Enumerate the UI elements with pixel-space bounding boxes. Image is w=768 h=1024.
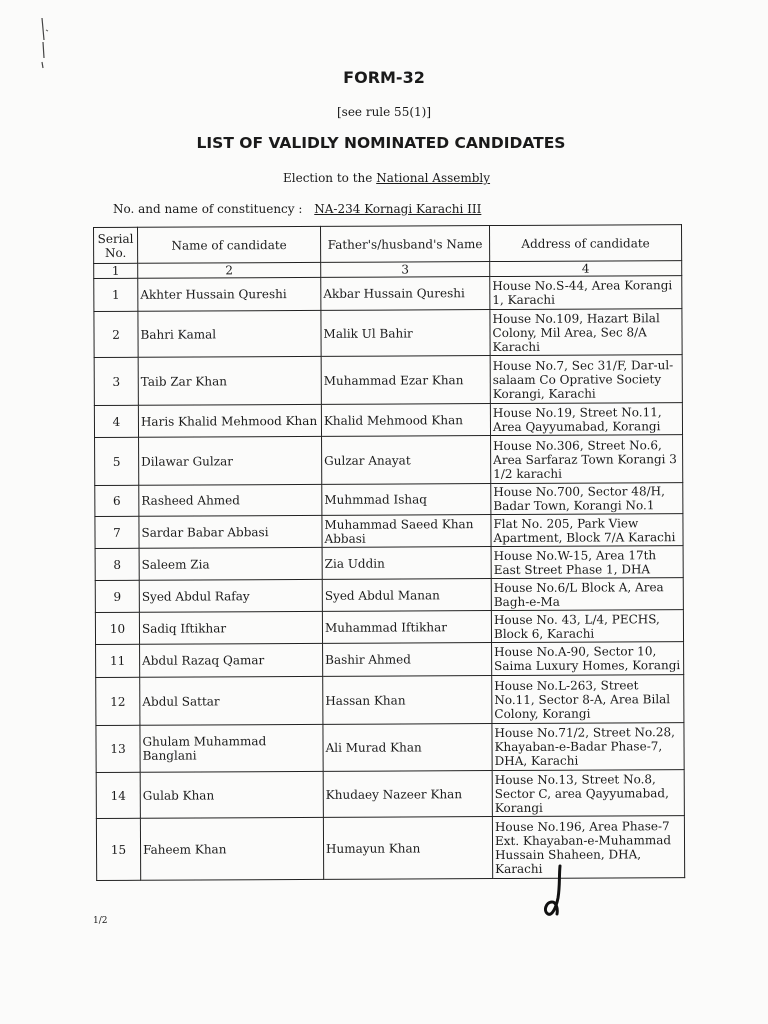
table-row	[94, 355, 682, 406]
candidate-name-cell: Gulab Khan	[140, 771, 323, 818]
address-cell: House No.109, Hazart Bilal Colony, Mil Area, Sec 8/A Karachi	[490, 309, 682, 356]
constituency-label: No. and name of constituency :	[113, 202, 303, 216]
father-name-cell: Khalid Mehmood Khan	[321, 404, 490, 437]
election-body: National Assembly	[376, 171, 491, 185]
address-cell: House No.13, Street No.8, Sector C, area Qayyumabad, Korangi	[492, 770, 684, 817]
table-row	[95, 483, 683, 517]
table-row	[96, 770, 684, 819]
table-row	[95, 610, 683, 645]
table-row	[95, 546, 683, 581]
candidate-name-cell: Sadiq Iftikhar	[139, 611, 322, 644]
candidate-name-cell: Sardar Babar Abbasi	[139, 515, 322, 548]
column-number: 4	[490, 261, 682, 277]
candidate-name-cell: Ghulam Muhammad Banglani	[140, 724, 323, 772]
header-address: Address of candidate	[489, 225, 681, 262]
candidate-name-cell: Bahri Kamal	[138, 310, 321, 357]
table-row	[96, 816, 684, 881]
serial-cell: 3	[94, 357, 138, 405]
table-row	[96, 723, 684, 773]
handwritten-signature-icon	[540, 864, 570, 920]
candidate-name-cell: Abdul Sattar	[140, 676, 323, 725]
address-cell: House No.7, Sec 31/F, Dar-ul-salaam Co Oprative Society Korangi, Karachi	[490, 355, 682, 404]
serial-cell: 12	[96, 677, 140, 725]
header-serial: Serial No.	[94, 227, 138, 263]
table-row	[95, 578, 683, 613]
candidate-name-cell: Taib Zar Khan	[138, 356, 321, 405]
serial-cell: 9	[95, 580, 139, 612]
address-cell: House No.71/2, Street No.28, Khayaban-e-Badar Phase-7, DHA, Karachi	[492, 723, 684, 771]
table-row	[94, 403, 682, 438]
candidates-table	[93, 224, 685, 881]
serial-cell: 14	[96, 772, 140, 818]
serial-cell: 7	[95, 516, 139, 548]
father-name-cell: Khudaey Nazeer Khan	[323, 771, 492, 818]
candidate-name-cell: Abdul Razaq Qamar	[140, 643, 323, 677]
header-father: Father's/husband's Name	[320, 226, 489, 263]
father-name-cell: Muhammad Iftikhar	[322, 611, 491, 644]
header-name: Name of candidate	[138, 226, 321, 263]
table-row	[94, 276, 682, 312]
column-number: 3	[321, 262, 490, 278]
candidate-name-cell: Akhter Hussain Qureshi	[138, 277, 321, 311]
table-row	[94, 309, 682, 358]
rule-reference: [see rule 55(1)]	[336, 105, 432, 119]
address-cell: House No.A-90, Sector 10, Saima Luxury Homes, Korangi	[492, 642, 684, 676]
address-cell: House No.L-263, Street No.11, Sector 8-A, Area Bilal Colony, Korangi	[492, 675, 684, 724]
serial-cell: 15	[96, 818, 140, 880]
document-heading: LIST OF VALIDLY NOMINATED CANDIDATES	[196, 134, 566, 152]
serial-cell: 8	[95, 548, 139, 580]
father-name-cell: Muhammad Ezar Khan	[321, 356, 490, 405]
serial-cell: 1	[94, 278, 138, 311]
address-cell: Flat No. 205, Park View Apartment, Block 7/A Karachi	[491, 514, 683, 547]
address-cell: House No.196, Area Phase-7 Ext. Khayaban-e-Muhammad Hussain Shaheen, DHA, Karachi	[492, 816, 684, 879]
constituency-line	[113, 202, 481, 216]
election-prefix: Election to the	[283, 171, 373, 185]
father-name-cell: Ali Murad Khan	[323, 724, 492, 772]
margin-pen-mark-icon	[38, 18, 50, 70]
father-name-cell: Muhammad Saeed Khan Abbasi	[322, 515, 491, 548]
candidate-name-cell: Rasheed Ahmed	[139, 484, 322, 516]
table-row	[96, 642, 684, 678]
father-name-cell: Gulzar Anayat	[322, 436, 491, 485]
address-cell: House No.700, Sector 48/H, Badar Town, Korangi No.1	[491, 483, 683, 515]
column-number: 1	[94, 263, 138, 278]
table-row	[96, 675, 684, 726]
father-name-cell: Muhmmad Ishaq	[322, 484, 491, 516]
address-cell: House No.W-15, Area 17th East Street Phase 1, DHA	[491, 546, 683, 579]
father-name-cell: Bashir Ahmed	[323, 643, 492, 677]
candidate-name-cell: Dilawar Gulzar	[139, 436, 322, 485]
serial-cell: 13	[96, 725, 140, 772]
address-cell: House No.306, Street No.6, Area Sarfaraz Town Korangi 3 1/2 karachi	[491, 435, 683, 484]
constituency-value: NA-234 Kornagi Karachi III	[314, 202, 482, 216]
serial-cell: 6	[95, 485, 139, 516]
serial-cell: 11	[96, 644, 140, 677]
address-cell: House No.S-44, Area Korangi 1, Karachi	[490, 276, 682, 310]
form-number: FORM-32	[343, 68, 425, 87]
father-name-cell: Zia Uddin	[322, 547, 491, 580]
serial-cell: 10	[95, 612, 139, 644]
candidate-name-cell: Haris Khalid Mehmood Khan	[138, 404, 321, 437]
page-number: 1/2	[93, 916, 108, 926]
candidate-name-cell: Syed Abdul Rafay	[139, 579, 322, 612]
serial-cell: 5	[95, 437, 139, 485]
serial-cell: 4	[94, 405, 138, 437]
table-row	[95, 514, 683, 549]
father-name-cell: Akbar Hussain Qureshi	[321, 277, 490, 311]
election-line	[283, 171, 490, 185]
address-cell: House No.6/L Block A, Area Bagh-e-Ma	[491, 578, 683, 611]
column-number: 2	[138, 262, 321, 278]
father-name-cell: Humayun Khan	[323, 817, 492, 880]
father-name-cell: Hassan Khan	[323, 676, 492, 725]
serial-cell: 2	[94, 311, 138, 357]
candidate-name-cell: Faheem Khan	[140, 817, 323, 880]
father-name-cell: Malik Ul Bahir	[321, 310, 490, 357]
address-cell: House No.19, Street No.11, Area Qayyumabad, Korangi	[490, 403, 682, 436]
table-row	[95, 435, 683, 486]
candidate-name-cell: Saleem Zia	[139, 547, 322, 580]
father-name-cell: Syed Abdul Manan	[322, 579, 491, 612]
table-header-row	[94, 225, 682, 264]
address-cell: House No. 43, L/4, PECHS, Block 6, Karachi	[491, 610, 683, 643]
